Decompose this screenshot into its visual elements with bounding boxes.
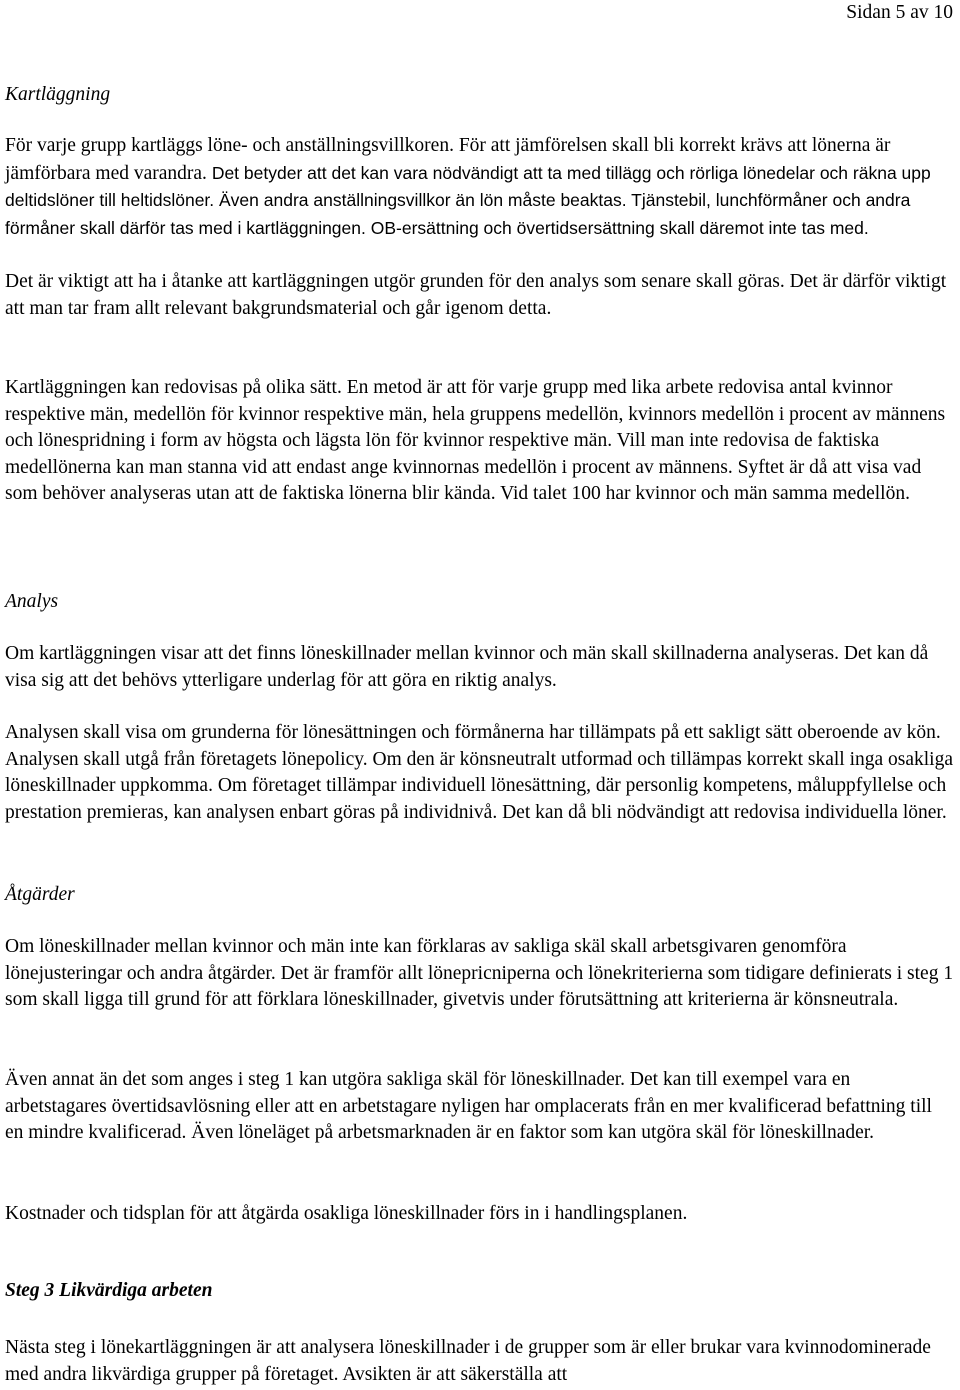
paragraph (5, 934, 955, 1014)
paragraph (5, 641, 955, 694)
paragraph (5, 375, 955, 508)
section-heading-steg-3: Steg 3 Likvärdiga arbeten (5, 1280, 213, 1301)
paragraph-text: För varje grupp kartläggs löne- och anställningsvillkoren. För att jämförelsen skall bli korrekt krävs att lönerna är jämförbara med varandra. (5, 135, 891, 184)
paragraph-text: Kartläggningen kan redovisas på olika sätt. En metod är att för varje grupp med lika arbete redovisa antal kvinnor respektive män, medellön för kvinnor respektive män, hela gruppens medellön, kvinnors medellön i procent av männens och lönespridning i form av högsta och lägsta lön för kvinnor respektive män. Vill man inte redovisa de faktiska medellönerna kan man stanna vid att endast ange kvinnornas medellön i procent av männens. Syftet är då att visa vad som behöver analyseras utan att de faktiska lönerna blir kända. Vid talet 100 har kvinnor och män samma medellön. (5, 377, 946, 505)
paragraph-text: Kostnader och tidsplan för att åtgärda osakliga löneskillnader förs in i handlingsplanen. (5, 1203, 688, 1224)
paragraph-text: Nästa steg i lönekartläggningen är att analysera löneskillnader i de grupper som är eller brukar vara kvinnodominerade med andra likvärdiga grupper på företaget. Avsikten är att säkerställa att (5, 1337, 931, 1385)
paragraph (5, 133, 955, 242)
paragraph-text: Analysen skall visa om grunderna för lönesättningen och förmånerna har tillämpats på ett sakligt sätt oberoende av kön. Analysen skall utgå från företagets lönepolicy. Om den är könsneutralt utformad och tillämpas korrekt skall inga osakliga löneskillnader uppkomma. Om företaget tillämpar individuell lönesättning, där personlig kompetens, måluppfyllelse och prestation premieras, kan analysen enbart göras på individnivå. Det kan då bli nödvändigt att redovisa individuella löner. (5, 722, 954, 823)
paragraph-text: Även annat än det som anges i steg 1 kan utgöra sakliga skäl för löneskillnader. Det kan till exempel vara en arbetstagares övertidsavlösning eller att en arbetstagare nyligen har omplacerats från en mer kvalificerad befattning till en mindre kvalificerad. Även löneläget på arbetsmarknaden är en faktor som kan utgöra skäl för löneskillnader. (5, 1069, 932, 1144)
section-heading-analys: Analys (5, 591, 59, 612)
paragraph (5, 720, 955, 826)
paragraph-text-sans: Det betyder att det kan vara nödvändigt att ta med tillägg och rörliga lönedelar och räkna upp deltidslöner till heltidslöner. Även andra anställningsvillkor än lön måste beaktas. Tjänstebil, lunchförmåner och andra förmåner skall därför tas med i kartläggningen. OB-ersättning och övertidsersättning skall däremot inte tas med. (5, 162, 931, 238)
paragraph (5, 1335, 955, 1388)
paragraph (5, 269, 955, 322)
paragraph-text: Om kartläggningen visar att det finns löneskillnader mellan kvinnor och män skall skillnaderna analyseras. Det kan då visa sig att det behövs ytterligare underlag för att göra en riktig analys. (5, 643, 929, 691)
paragraph-text: Det är viktigt att ha i åtanke att kartläggningen utgör grunden för den analys som senare skall göras. Det är därför viktigt att man tar fram allt relevant bakgrundsmaterial och går igenom detta. (5, 271, 947, 319)
paragraph-text: Om löneskillnader mellan kvinnor och män inte kan förklaras av sakliga skäl skall arbetsgivaren genomföra lönejusteringar och andra åtgärder. Det är framför allt lönepricniperna och lönekriterierna som tidigare definierats i steg 1 som skall ligga till grund för att förklara löneskillnader, givetvis under förutsättning att kriterierna är könsneutrala. (5, 936, 954, 1011)
section-heading-kartlaggning: Kartläggning (5, 84, 111, 105)
paragraph (5, 1201, 955, 1228)
paragraph (5, 1067, 955, 1147)
page-number: Sidan 5 av 10 (846, 2, 953, 23)
section-heading-atgarder: Åtgärder (5, 884, 75, 905)
